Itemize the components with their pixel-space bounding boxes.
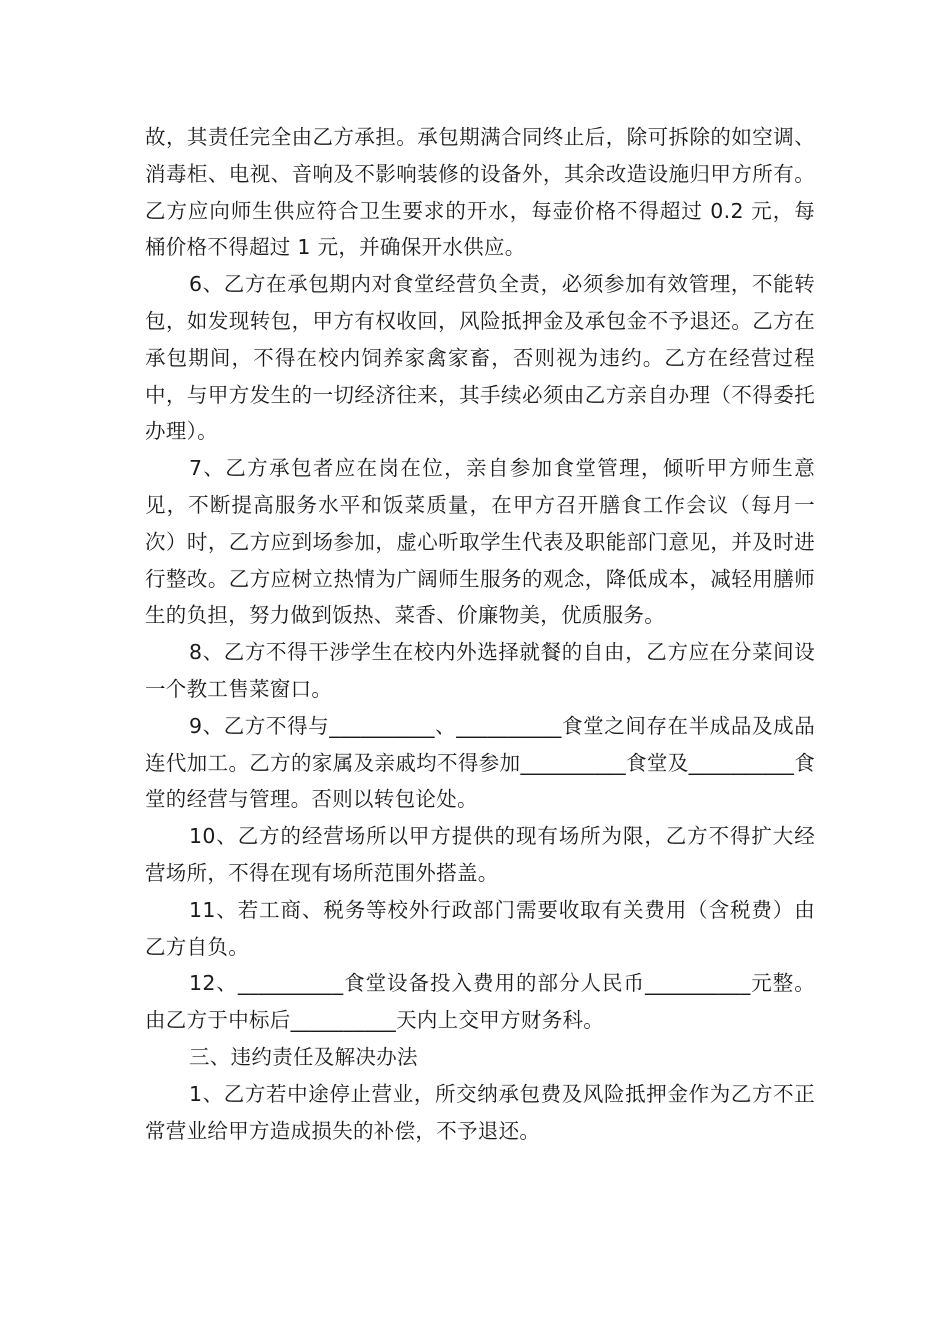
paragraph-item-8: 8、乙方不得干涉学生在校内外选择就餐的自由，乙方应在分菜间设一个教工售菜窗口。 <box>145 640 815 701</box>
paragraph-item-11: 11、若工商、税务等校外行政部门需要收取有关费用（含税费）由乙方自负。 <box>145 897 815 959</box>
paragraph-item-7: 7、乙方承包者应在岗在位，亲自参加食堂管理，倾听甲方师生意见，不断提高服务水平和饭菜质量，在甲方召开膳食工作会议（每月一次）时，乙方应到场参加，虚心听取学生代表及职能部门意见，并及时进行整改。乙方应树立热情为广阔师生服务的观念，降低成本，减轻用膳师生的负担，努力做到饭热、菜香、价廉物美，优质服务。 <box>145 456 815 628</box>
document-page <box>145 119 815 1149</box>
paragraph-section-3-item-1: 1、乙方若中途停止营业，所交纳承包费及风险抵押金作为乙方不正常营业给甲方造成损失的补偿，不予退还。 <box>145 1081 815 1143</box>
paragraph-item-10: 10、乙方的经营场所以甲方提供的现有场所为限，乙方不得扩大经营场所，不得在现有场所范围外搭盖。 <box>145 824 815 885</box>
paragraph-continuation: 故，其责任完全由乙方承担。承包期满合同终止后，除可拆除的如空调、消毒柜、电视、音响及不影响装修的设备外，其余改造设施归甲方所有。乙方应向师生供应符合卫生要求的开水，每壶价格不得超过 0.2 元，每桶价格不得超过 1 元，并确保开水供应。 <box>145 125 815 260</box>
section-heading-breach-liability: 三、违约责任及解决办法 <box>189 1044 418 1069</box>
paragraph-item-6: 6、乙方在承包期内对食堂经营负全责，必须参加有效管理，不能转包，如发现转包，甲方有权收回，风险抵押金及承包金不予退还。乙方在承包期间，不得在校内饲养家禽家畜，否则视为违约。乙方在经营过程中，与甲方发生的一切经济往来，其手续必须由乙方亲自办理（不得委托办理）。 <box>145 272 815 444</box>
paragraph-item-12: 12、__________食堂设备投入费用的部分人民币__________元整。由乙方于中标后__________天内上交甲方财务科。 <box>145 971 815 1033</box>
paragraph-item-9: 9、乙方不得与__________、__________食堂之间存在半成品及成品连代加工。乙方的家属及亲戚均不得参加__________食堂及__________食堂的经营与管理。否则以转包论处。 <box>145 713 815 812</box>
